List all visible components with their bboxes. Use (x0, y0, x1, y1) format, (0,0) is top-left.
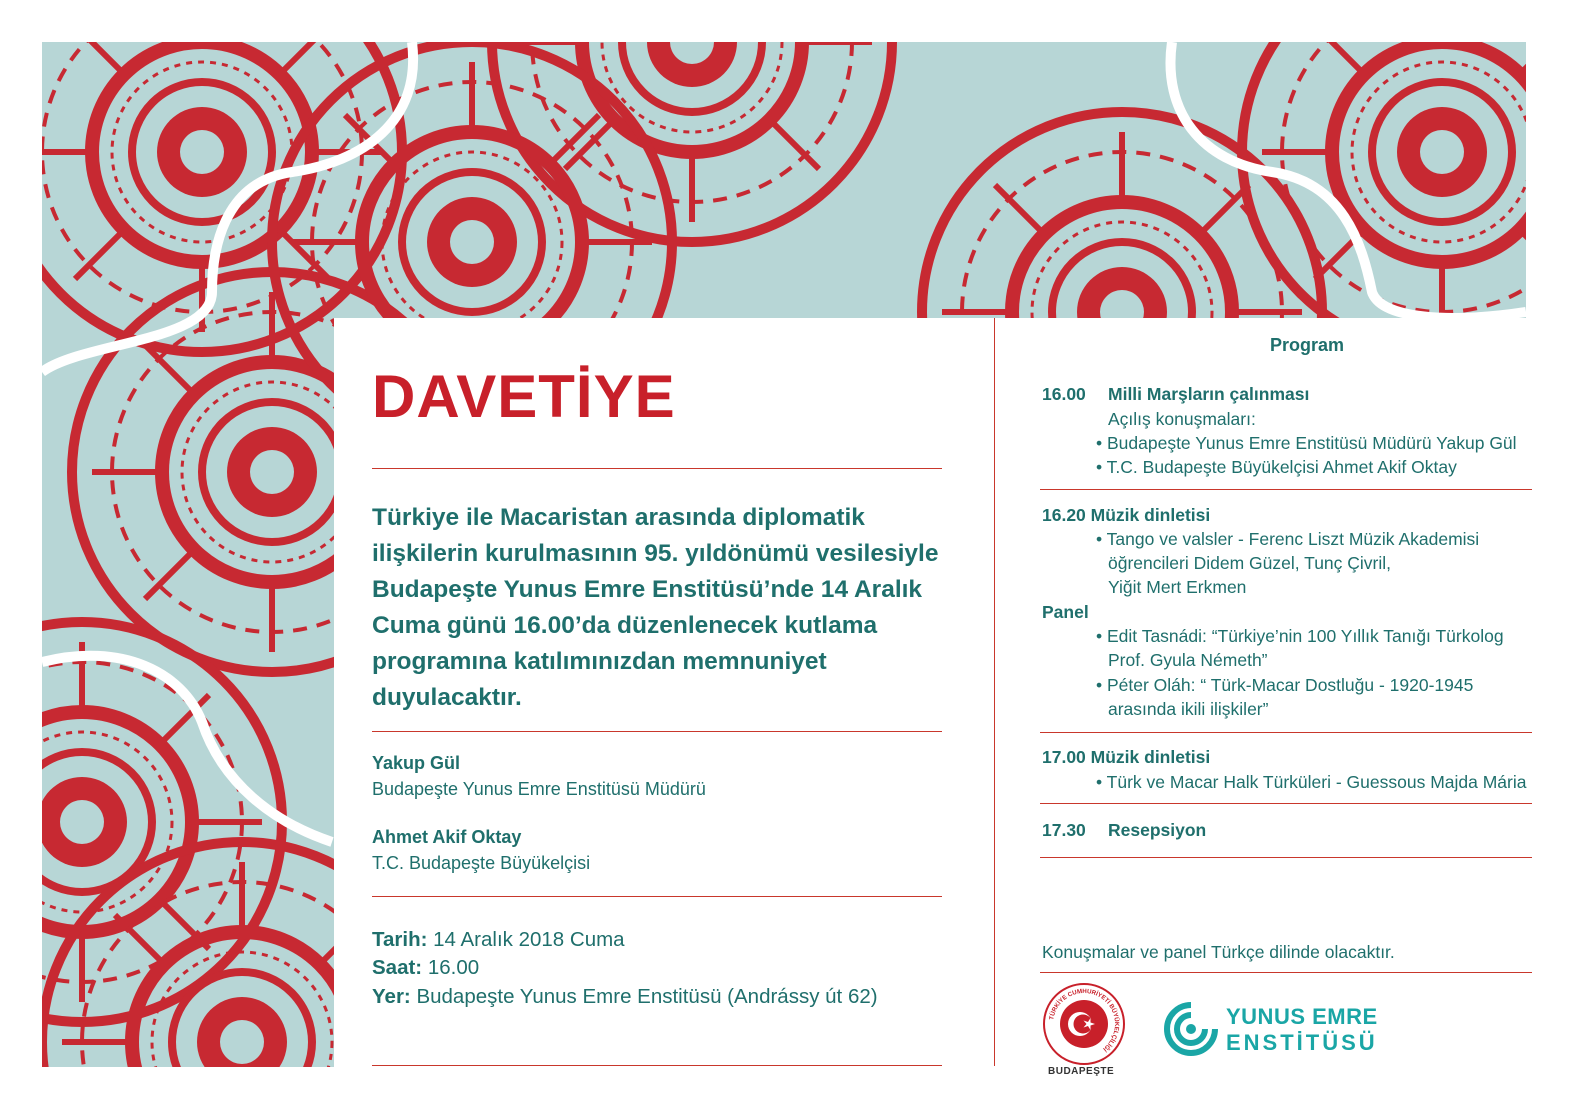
column-divider (994, 318, 995, 1066)
logo-text: ENSTİTÜSÜ (1226, 1030, 1378, 1055)
program-item: • Tango ve valsler - Ferenc Liszt Müzik Akademisi (1096, 529, 1480, 549)
divider (1040, 489, 1532, 490)
program-time: 16.00 (1042, 384, 1086, 404)
emblem-ring-text: TÜRKİYE CUMHURİYETİ BÜYÜKELÇİLİĞİ (1048, 987, 1121, 1053)
invitation-title: DAVETİYE (372, 363, 676, 430)
signatory-role: Budapeşte Yunus Emre Enstitüsü Müdürü (372, 779, 706, 799)
signatory-name: Yakup Gül (372, 753, 461, 773)
divider (372, 896, 942, 897)
place-value: Budapeşte Yunus Emre Enstitüsü (Andrássy út 62) (410, 985, 878, 1008)
signatory-name: Ahmet Akif Oktay (372, 827, 522, 847)
event-time (372, 956, 479, 980)
date-label: Tarih: (372, 928, 428, 951)
event-date (372, 928, 625, 952)
embassy-city: BUDAPEŞTE (1048, 1066, 1115, 1077)
program-item-cont: Prof. Gyula Németh” (1108, 650, 1268, 670)
program-item: • T.C. Budapeşte Büyükelçisi Ahmet Akif Oktay (1096, 457, 1457, 477)
program-time: 17.30 (1042, 820, 1086, 840)
divider (372, 468, 942, 469)
program-item-cont: Yiğit Mert Erkmen (1108, 577, 1247, 597)
time-value: 16.00 (422, 956, 480, 979)
program-item: • Péter Oláh: “ Türk-Macar Dostluğu - 1920-1945 (1096, 675, 1474, 695)
signatory-role: T.C. Budapeşte Büyükelçisi (372, 853, 591, 873)
embassy-emblem-icon (1042, 982, 1126, 1066)
program-title: Milli Marşların çalınması (1108, 384, 1310, 404)
divider (372, 1065, 942, 1066)
divider (372, 731, 942, 732)
date-value: 14 Aralık 2018 Cuma (427, 928, 625, 951)
invitation-text: Türkiye ile Macaristan arasında diplomatik ilişkilerin kurulmasının 95. yıldönümü vesilesiyle Budapeşte Yunus Emre Enstitüsü’nde 14 Aralık Cuma günü 16.00’da düzenlenecek kutlama programına katılımınızdan memnuniyet duyulacaktır. (372, 504, 939, 711)
program-item: • Budapeşte Yunus Emre Enstitüsü Müdürü Yakup Gül (1096, 433, 1517, 453)
program-heading: Program (1270, 335, 1345, 355)
place-label: Yer: (372, 985, 411, 1008)
program-item-cont: öğrencileri Didem Güzel, Tunç Çivril, (1108, 553, 1392, 573)
program-item: • Edit Tasnádi: “Türkiye’nin 100 Yıllık Tanığı Türkolog (1096, 626, 1504, 646)
logo-text: YUNUS EMRE (1226, 1004, 1378, 1029)
program-title: 16.20 Müzik dinletisi (1042, 505, 1211, 525)
program-panel (996, 318, 1536, 1078)
program-title: Panel (1042, 602, 1089, 622)
divider (1040, 857, 1532, 858)
program-item: • Türk ve Macar Halk Türküleri - Guessous Majda Mária (1096, 772, 1527, 792)
event-place (372, 985, 878, 1009)
language-note: Konuşmalar ve panel Türkçe dilinde olacaktır. (1042, 942, 1395, 962)
time-label: Saat: (372, 956, 423, 979)
program-title: Resepsiyon (1108, 820, 1207, 840)
yunus-emre-logo-icon (1163, 1001, 1219, 1057)
program-item-cont: arasında ikili ilişkiler” (1108, 699, 1269, 719)
program-title: 17.00 Müzik dinletisi (1042, 747, 1211, 767)
divider (1040, 972, 1532, 973)
divider (1040, 732, 1532, 733)
program-subtitle: Açılış konuşmaları: (1108, 409, 1256, 429)
divider (1040, 803, 1532, 804)
